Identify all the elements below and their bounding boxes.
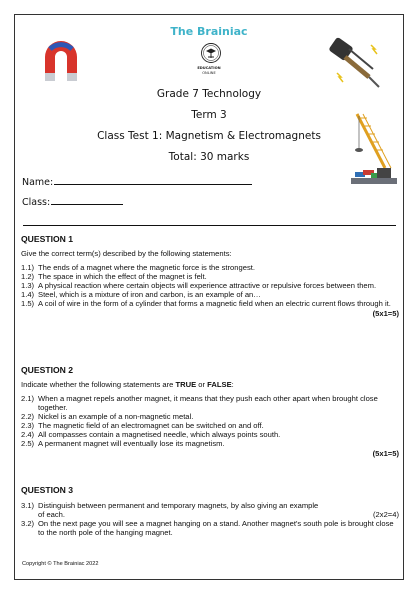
- name-field[interactable]: [22, 176, 252, 188]
- question-2-instruction: Indicate whether the following statements are TRUE or FALSE:: [21, 380, 234, 389]
- question-1-instruction: Give the correct term(s) described by the following statements:: [21, 249, 232, 258]
- question-1-title: QUESTION 1: [21, 234, 74, 244]
- question-3-title: QUESTION 3: [21, 485, 74, 495]
- question-3: [21, 486, 399, 537]
- class-label: Class:: [22, 197, 51, 208]
- list-item: 1.1) The ends of a magnet where the magnetic force is the strongest.: [21, 263, 255, 272]
- list-item: 2.5) A permanent magnet will eventually lose its magnetism.: [21, 439, 225, 448]
- horseshoe-magnet-icon: [41, 39, 81, 83]
- question-1: [21, 235, 399, 318]
- question-2: [21, 366, 399, 458]
- subject-heading: Grade 7 Technology: [156, 88, 262, 100]
- list-item: 2.3) The magnetic field of an electromagnet can be switched on and off.: [21, 421, 264, 430]
- seal-text: EDUCATION: [197, 66, 221, 70]
- term-heading: Term 3: [191, 109, 227, 121]
- brand-title: The Brainiac: [170, 25, 248, 38]
- divider-line: [23, 225, 396, 226]
- list-item: 1.2) The space in which the effect of the magnet is felt.: [21, 272, 207, 281]
- list-item: 2.4) All compasses contain a magnetised needle, which always points south.: [21, 430, 281, 439]
- name-line[interactable]: [54, 176, 252, 185]
- list-item: 3.1) Distinguish between permanent and temporary magnets, by also giving an example of each. (2x2=4): [21, 501, 399, 519]
- question-1-marks: (5x1=5): [372, 309, 399, 318]
- seal-subtext: ONLINE: [202, 71, 216, 75]
- class-field[interactable]: [22, 196, 123, 208]
- class-line[interactable]: [51, 196, 123, 205]
- list-item: 2.1) When a magnet repels another magnet, it means that they push each other apart when brought close together.: [21, 394, 378, 412]
- test-title: Class Test 1: Magnetism & Electromagnets: [97, 130, 321, 142]
- question-2-title: QUESTION 2: [21, 365, 74, 375]
- crane-electromagnet-icon: [349, 110, 401, 188]
- list-item: 3.2) On the next page you will see a magnet hanging on a stand. Another magnet's south pole is brought close to the north pole of the hanging magnet.: [21, 519, 394, 537]
- list-item: 1.3) A physical reaction where certain objects will experience attractive or repulsive forces between them.: [21, 281, 377, 290]
- question-3-1-marks: (2x2=4): [373, 510, 399, 519]
- list-item: 2.2) Nickel is an example of a non-magnetic metal.: [21, 412, 194, 421]
- electric-drill-icon: [327, 35, 387, 91]
- copyright-footer: Copyright © The Brainiac 2022: [22, 561, 99, 567]
- total-marks: Total: 30 marks: [168, 151, 250, 163]
- brainiac-seal-icon: [200, 42, 222, 64]
- question-2-marks: (5x1=5): [372, 449, 399, 458]
- list-item: 1.4) Steel, which is a mixture of iron and carbon, is an example of an…: [21, 290, 261, 299]
- test-page: [14, 14, 404, 580]
- list-item: 1.5) A coil of wire in the form of a cylinder that forms a magnetic field when an electric current flows through it.: [21, 299, 391, 308]
- name-label: Name:: [22, 177, 54, 188]
